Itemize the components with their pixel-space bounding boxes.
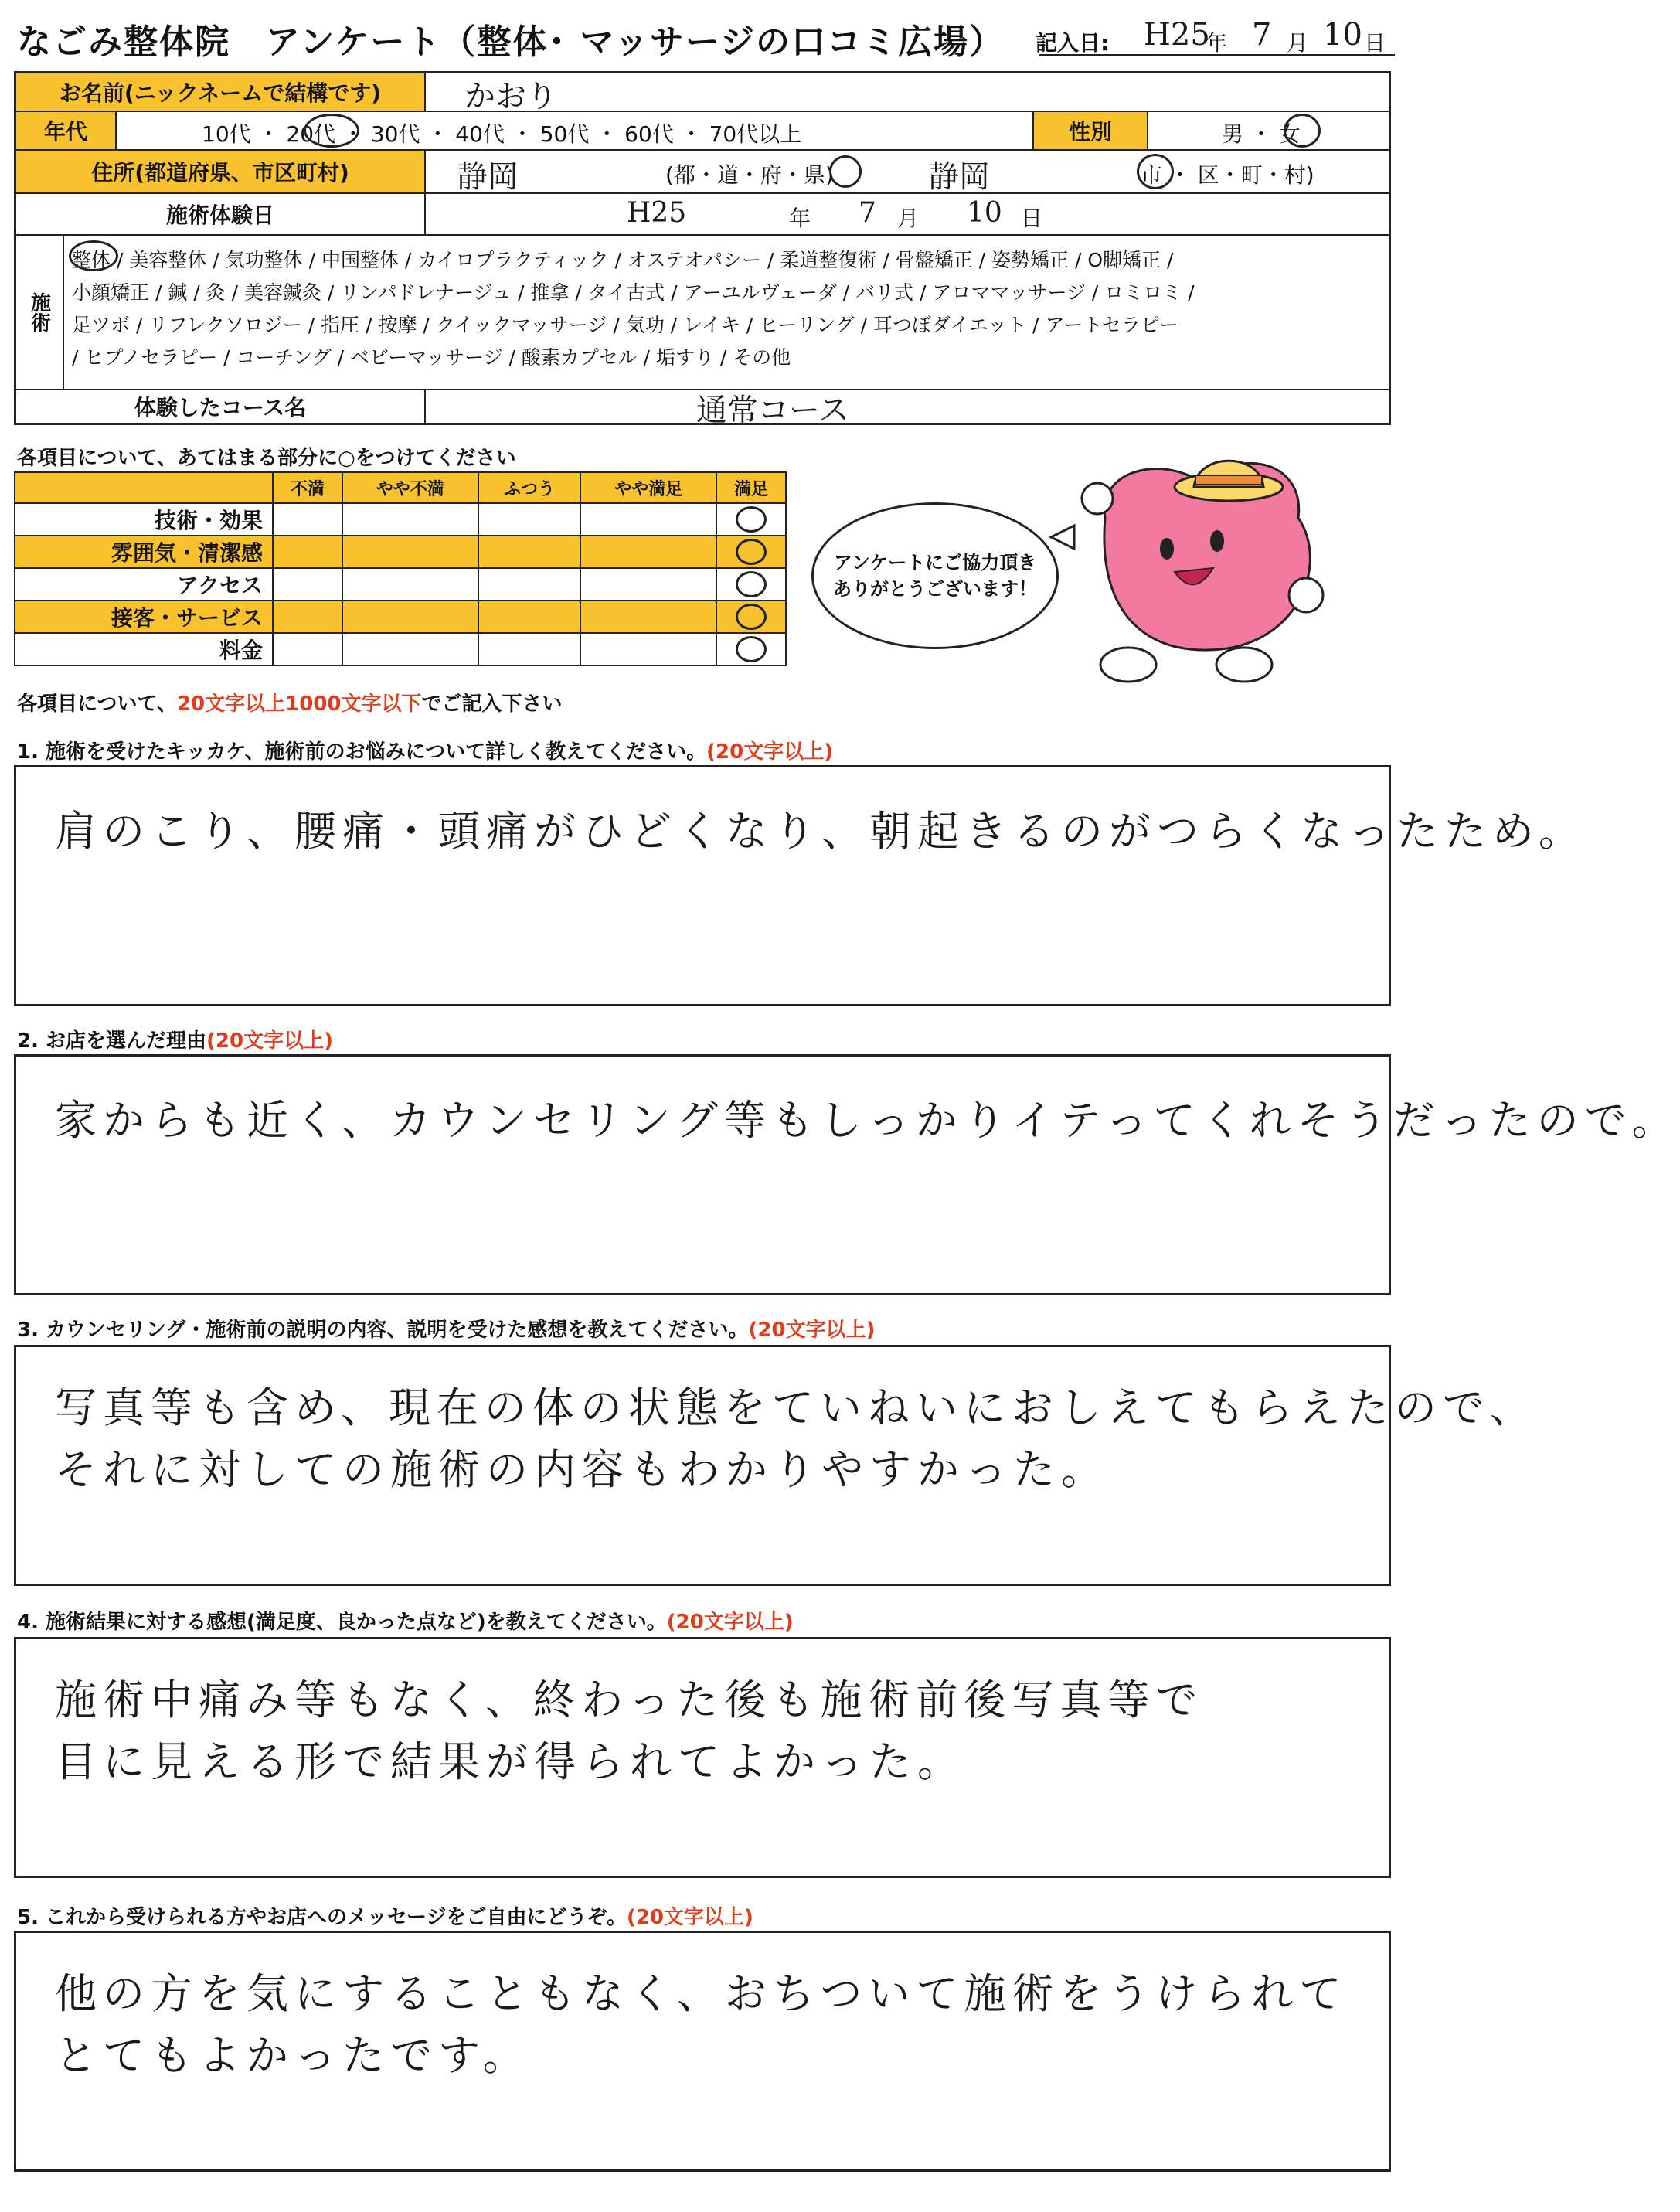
rating-cell[interactable] — [716, 536, 786, 568]
entry-date-nen: 年 — [1206, 30, 1228, 56]
rating-row — [15, 568, 786, 601]
form-title: なごみ整体院 アンケート（整体･ マッサージの口コミ広場） — [17, 22, 1005, 62]
treatment-line-3[interactable]: 足ツボ / リフレクソロジー / 指圧 / 按摩 / クイックマッサージ / 気功 / レイキ / ヒーリング / 耳つぼダイエット / アートセラピー — [72, 314, 1178, 336]
mascot-icon — [1051, 433, 1383, 688]
q2-req: (20文字以上) — [206, 1029, 333, 1053]
age-selected-circle — [304, 114, 359, 148]
q3-answer-line: 写真等も含め、現在の体の状態をていねいにおしえてもらえたので、 — [55, 1383, 1538, 1432]
course-value[interactable]: 通常コース — [696, 393, 849, 428]
entry-date-day: 10 — [1323, 17, 1362, 53]
rating-cell[interactable] — [478, 568, 581, 601]
rating-row-label: アクセス — [15, 568, 273, 601]
rating-cell[interactable] — [580, 568, 716, 601]
q2-text: 2. お店を選んだ理由 — [17, 1029, 207, 1053]
city-value[interactable]: 静岡 — [928, 159, 990, 195]
q4-title — [17, 1606, 794, 1635]
treatment-row — [16, 236, 1389, 390]
treatment-line-2[interactable]: 小顔矯正 / 鍼 / 灸 / 美容鍼灸 / リンパドレナージュ / 推拿 / タイ古式 / アーユルヴェーダ / バリ式 / アロママッサージ / ロミロミ / — [72, 281, 1195, 304]
experience-hi: 日 — [1021, 206, 1043, 231]
q3-text: 3. カウンセリング・施術前の説明の内容、説明を受けた感想を教えてください。 — [17, 1319, 749, 1342]
rating-cell[interactable] — [342, 568, 478, 601]
entry-date-era: H25 — [1144, 17, 1210, 53]
thanks-text: アンケートにご協力頂きありがとうございます！ — [833, 552, 1037, 600]
selected-circle — [736, 604, 767, 630]
q5-answer-line: とてもよかったです。 — [55, 2031, 531, 2080]
rating-col-5: 満足 — [716, 472, 786, 503]
q1-answer-box[interactable] — [14, 765, 1586, 1006]
rating-cell[interactable] — [580, 633, 716, 665]
q5-answer-box[interactable] — [14, 1931, 1391, 2172]
rating-cell[interactable] — [273, 536, 342, 568]
rating-row-label: 技術・効果 — [15, 503, 273, 536]
q4-answer-box[interactable] — [14, 1637, 1391, 1878]
instr-suffix: でご記入下さい — [421, 693, 563, 716]
gender-label: 性別 — [1032, 112, 1148, 149]
rating-col-2: やや不満 — [342, 472, 478, 503]
q3-answer-line: それに対しての施術の内容もわかりやすかった。 — [55, 1445, 1109, 1494]
q3-req: (20文字以上) — [748, 1319, 876, 1342]
name-value[interactable]: かおり — [464, 79, 557, 114]
rating-row — [15, 601, 786, 633]
experience-month[interactable]: 7 — [859, 197, 876, 229]
rating-cell[interactable] — [478, 503, 581, 536]
city-type-circle — [1137, 154, 1174, 189]
rating-cell[interactable] — [273, 633, 342, 665]
q2-title — [17, 1025, 333, 1053]
q1-answer-line: 肩のこり、腰痛・頭痛がひどくなり、朝起きるのがつらくなったため。 — [55, 807, 1586, 856]
q5-text: 5. これから受けられる方やお店へのメッセージをご自由にどうぞ。 — [17, 1906, 627, 1929]
rating-cell[interactable] — [342, 601, 478, 633]
q5-answer-line: 他の方を気にすることもなく、おちついて施術をうけられて — [55, 1969, 1348, 2018]
selected-circle — [736, 539, 767, 565]
name-row — [16, 73, 1389, 112]
rating-cell[interactable] — [580, 536, 716, 568]
rating-cell[interactable] — [716, 601, 786, 633]
rating-cell[interactable] — [342, 536, 478, 568]
instr-red: 20文字以上1000文字以下 — [176, 693, 422, 716]
instr-prefix: 各項目について、 — [17, 693, 177, 716]
experience-date-label: 施術体験日 — [16, 194, 426, 234]
experience-nen: 年 — [789, 206, 811, 231]
rating-corner — [15, 472, 273, 503]
age-label: 年代 — [16, 112, 117, 149]
rating-cell[interactable] — [478, 536, 581, 568]
selected-circle — [736, 636, 767, 662]
age-options[interactable]: 10代 ・ 20代 ・ 30代 ・ 40代 ・ 50代 ・ 60代 ・ 70代以上 — [202, 121, 802, 147]
free-text-instruction — [17, 688, 563, 716]
rating-cell[interactable] — [580, 503, 716, 536]
experience-day[interactable]: 10 — [967, 197, 1002, 229]
experience-date-row — [16, 194, 1389, 236]
entry-date-label: 記入日: — [1036, 30, 1110, 56]
rating-cell[interactable] — [342, 503, 478, 536]
thanks-bubble — [811, 502, 1059, 649]
experience-tsuki: 月 — [897, 206, 920, 231]
gender-options[interactable]: 男 ・ 女 — [1222, 121, 1301, 147]
rating-cell[interactable] — [716, 503, 786, 536]
rating-cell[interactable] — [716, 568, 786, 601]
rating-table — [14, 471, 787, 666]
address-label: 住所(都道府県、市区町村) — [16, 151, 426, 192]
rating-row — [15, 503, 786, 536]
rating-row-label: 料金 — [15, 633, 273, 665]
q3-title — [17, 1314, 875, 1343]
q5-title — [17, 1901, 753, 1930]
rating-col-4: やや満足 — [580, 472, 716, 503]
q4-req: (20文字以上) — [666, 1611, 794, 1634]
entry-date-hi: 日 — [1364, 30, 1386, 56]
rating-row-label: 接客・サービス — [15, 601, 273, 633]
rating-row — [15, 536, 786, 568]
treatment-selected-circle — [69, 240, 118, 271]
entry-date-tsuki: 月 — [1287, 30, 1309, 56]
rating-cell[interactable] — [478, 601, 581, 633]
q5-req: (20文字以上) — [626, 1906, 753, 1929]
rating-col-1: 不満 — [273, 472, 342, 503]
entry-date-month: 7 — [1252, 17, 1272, 53]
rating-instruction: 各項目について、あてはまる部分に○をつけてください — [17, 447, 516, 470]
treatment-label: 施術 — [16, 236, 64, 389]
name-label: お名前(ニックネームで結構です) — [16, 73, 426, 111]
prefecture-value[interactable]: 静岡 — [457, 159, 519, 195]
q4-answer-line: 施術中痛み等もなく、終わった後も施術前後写真等で — [55, 1676, 1204, 1724]
selected-circle — [736, 571, 767, 597]
q2-answer-line: 家からも近く、カウンセリング等もしっかりイテってくれそうだったので。 — [55, 1096, 1680, 1145]
rating-cell[interactable] — [273, 601, 342, 633]
rating-cell[interactable] — [580, 601, 716, 633]
rating-cell[interactable] — [273, 568, 342, 601]
experience-era[interactable]: H25 — [627, 197, 687, 229]
age-row — [16, 112, 1389, 151]
rating-row-label: 雰囲気・清潔感 — [15, 536, 273, 568]
q1-text: 1. 施術を受けたキッカケ、施術前のお悩みについて詳しく教えてください。 — [17, 740, 707, 764]
gender-selected-circle — [1284, 114, 1321, 148]
rating-cell[interactable] — [342, 633, 478, 665]
city-suffix: 市 ・ 区・町・村) — [1141, 162, 1314, 188]
treatment-line-4[interactable]: / ヒプノセラピー / コーチング / ベビーマッサージ / 酸素カプセル / 垢すり / その他 — [72, 346, 791, 369]
q4-answer-line: 目に見える形で結果が得られてよかった。 — [55, 1737, 965, 1786]
q1-req: (20文字以上) — [706, 740, 834, 764]
selected-circle — [736, 506, 767, 533]
q3-answer-box[interactable] — [14, 1345, 1538, 1586]
address-row — [16, 151, 1389, 194]
course-label: 体験したコース名 — [16, 390, 426, 423]
rating-col-3: ふつう — [478, 472, 581, 503]
rating-cell[interactable] — [478, 633, 581, 665]
q2-answer-box[interactable] — [14, 1054, 1680, 1295]
rating-cell[interactable] — [273, 503, 342, 536]
q4-text: 4. 施術結果に対する感想(満足度、良かった点など)を教えてください。 — [17, 1611, 667, 1634]
profile-form — [14, 71, 1391, 428]
course-row — [16, 390, 1389, 428]
treatment-line-1[interactable]: 整体 / 美容整体 / 気功整体 / 中国整体 / カイロプラクティック / オステオパシー / 柔道整復術 / 骨盤矯正 / 姿勢矯正 / O脚矯正 / — [72, 249, 1174, 271]
rating-row — [15, 633, 786, 665]
rating-cell[interactable] — [716, 633, 786, 665]
q1-title — [17, 736, 833, 764]
prefecture-type-circle — [829, 155, 862, 188]
prefecture-suffix: (都・道・府・県) — [665, 162, 834, 188]
